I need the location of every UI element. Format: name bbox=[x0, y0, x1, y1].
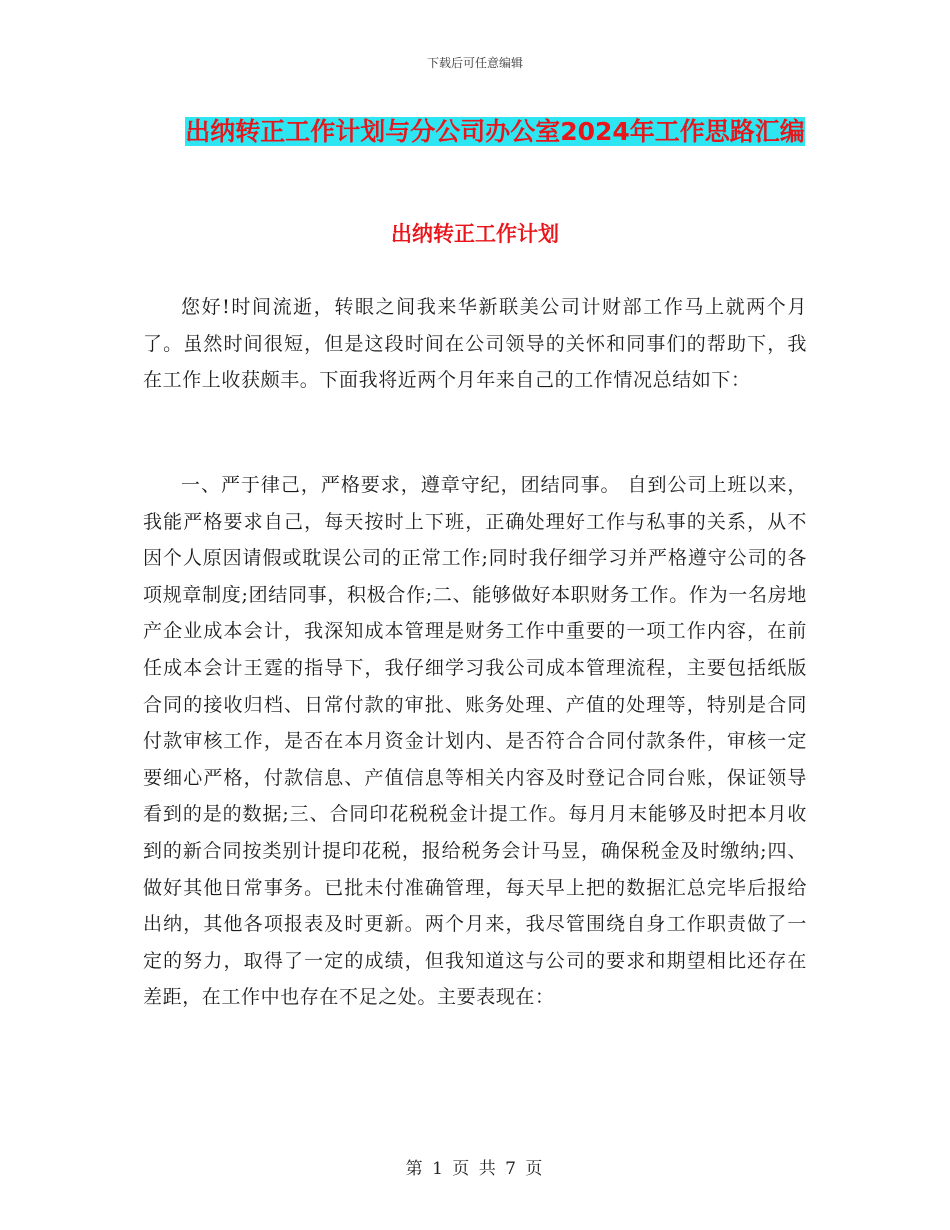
page-number-footer: 第 1 页 共 7 页 bbox=[405, 1159, 545, 1179]
section-title: 出纳转正工作计划 bbox=[391, 222, 559, 246]
document-title bbox=[150, 108, 840, 156]
header-note: 下载后可任意编辑 bbox=[426, 56, 523, 70]
document-title-text: 出纳转正工作计划与分公司办公室2024年工作思路汇编 bbox=[185, 117, 805, 146]
body-paragraph-2 bbox=[143, 467, 807, 1016]
body-paragraph-1 bbox=[143, 289, 807, 399]
paragraph-text: 您好!时间流逝，转眼之间我来华新联美公司计财部工作马上就两个月了。虽然时间很短，但是这段时间在公司领导的关怀和同事们的帮助下，我在工作上收获颇丰。下面我将近两个月年来自己的工作情况总结如下： bbox=[143, 296, 807, 392]
paragraph-text: 一、严于律己，严格要求，遵章守纪，团结同事。 自到公司上班以来，我能严格要求自己，每天按时上下班，正确处理好工作与私事的关系，从不因个人原因请假或耽误公司的正常工作;同时我仔细学习并严格遵守公司的各项规章制度;团结同事，积极合作;二、能够做好本职财务工作。作为一名房地产企业成本会计，我深知成本管理是财务工作中重要的一项工作内容，在前任成本会计王霆的指导下，我仔细学习我公司成本管理流程，主要包括纸版合同的接收归档、日常付款的审批、账务处理、产值的处理等，特别是合同付款审核工作，是否在本月资金计划内、是否符合合同付款条件，审核一定要细心严格，付款信息、产值信息等相关内容及时登记合同台账，保证领导看到的是的数据;三、合同印花税税金计提工作。每月月末能够及时把本月收到的新合同按类别计提印花税，报给税务会计马昱，确保税金及时缴纳;四、做好其他日常事务。已批未付准确管理，每天早上把的数据汇总完毕后报给出纳，其他各项报表及时更新。两个月来，我尽管围绕自身工作职责做了一定的努力，取得了一定的成绩，但我知道这与公司的要求和期望相比还存在差距，在工作中也存在不足之处。主要表现在： bbox=[143, 474, 807, 1009]
